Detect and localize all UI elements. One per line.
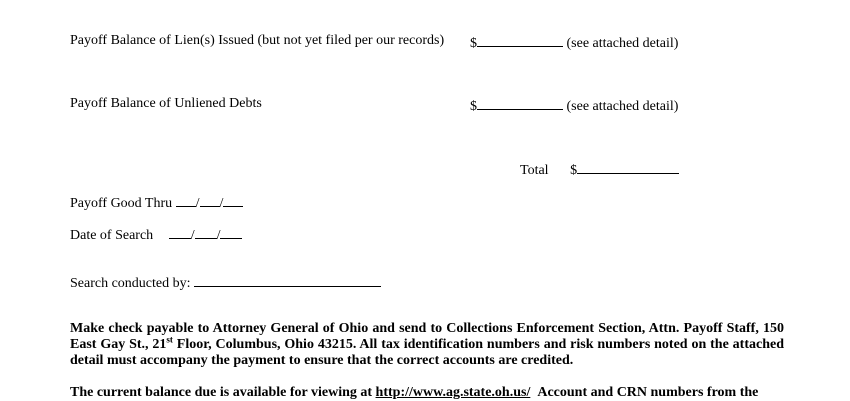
search-year[interactable] [220, 225, 242, 239]
date-sep: / [216, 228, 221, 243]
currency-sign: $ [470, 36, 477, 51]
unliened-balance-amount [470, 96, 678, 115]
good-thru-day[interactable] [200, 193, 220, 207]
lien-balance-field[interactable] [477, 33, 563, 47]
lien-balance-amount [470, 33, 678, 52]
payment-instructions [70, 321, 784, 369]
payoff-good-thru [70, 193, 243, 212]
date-of-search [70, 225, 242, 244]
total-label: Total [520, 163, 549, 178]
balance-note-prefix: The current balance due is available for viewing at [70, 385, 373, 400]
see-detail-note: (see attached detail) [566, 36, 679, 51]
search-by-label: Search conducted by: [70, 276, 191, 291]
total-field[interactable] [577, 160, 679, 174]
see-detail-note: (see attached detail) [566, 99, 679, 114]
date-of-search-label: Date of Search [70, 228, 154, 243]
good-thru-label: Payoff Good Thru [70, 196, 173, 211]
balance-note [70, 385, 784, 401]
ag-website-link[interactable]: http://www.ag.state.oh.us/ [375, 385, 531, 400]
lien-balance-label: Payoff Balance of Lien(s) Issued (but not yet filed per our records) [70, 33, 445, 48]
instructions-text-2: Floor, Columbus, Ohio 43215. All tax identification numbers and risk numbers noted on the attached detail must accompany the payment to ensure that the correct accounts are credited. [70, 337, 784, 368]
unliened-balance-label: Payoff Balance of Unliened Debts [70, 96, 262, 111]
currency-sign: $ [570, 163, 578, 178]
currency-sign: $ [470, 99, 477, 114]
search-month[interactable] [169, 225, 191, 239]
search-by-field[interactable] [194, 273, 381, 287]
unliened-balance-field[interactable] [477, 96, 563, 110]
date-sep: / [195, 196, 200, 211]
date-sep: / [190, 228, 195, 243]
date-sep: / [219, 196, 224, 211]
search-day[interactable] [195, 225, 217, 239]
total-row [520, 160, 679, 179]
ordinal-suffix: st [166, 334, 173, 345]
balance-note-suffix: Account and CRN numbers from the [537, 385, 759, 400]
good-thru-month[interactable] [176, 193, 196, 207]
search-conducted-by [70, 273, 381, 292]
good-thru-year[interactable] [223, 193, 243, 207]
instructions-text-1: Make check payable to Attorney General of Ohio and send to Collections Enforcement Section, Attn. Payoff Staff, 150 East Gay St., 21 [70, 321, 784, 352]
